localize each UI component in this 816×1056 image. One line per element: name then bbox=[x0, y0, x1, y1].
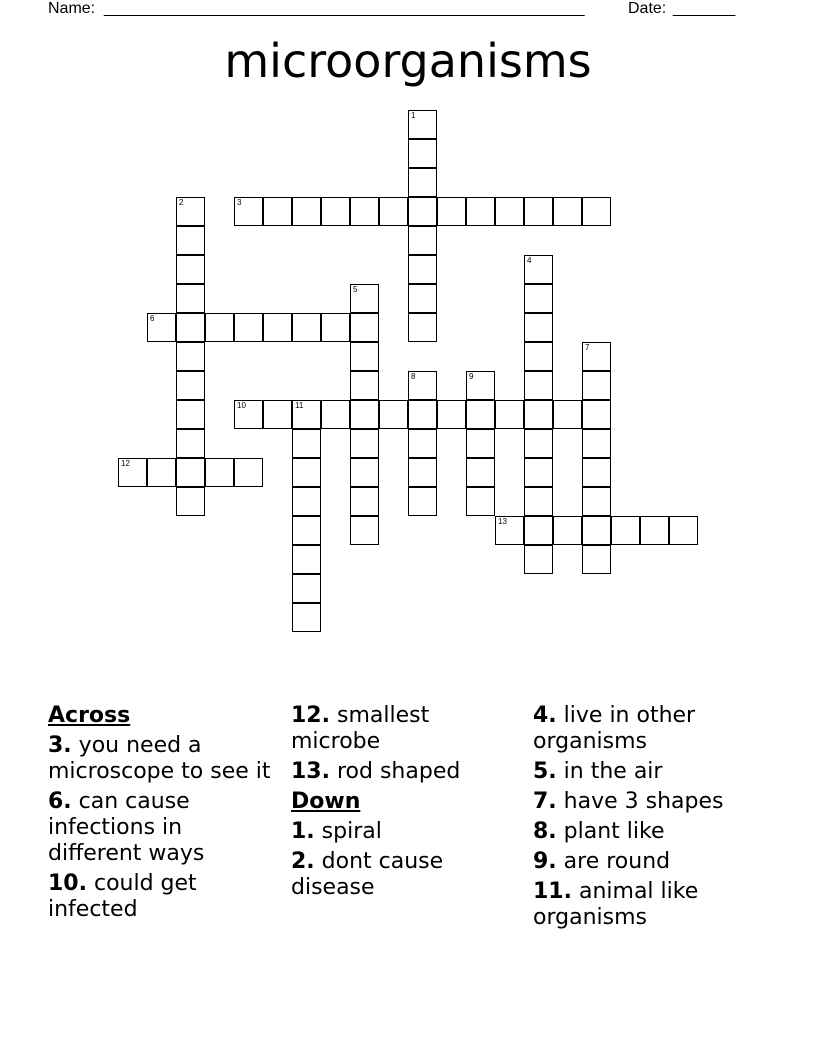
clue-text: spiral bbox=[321, 819, 382, 844]
crossword-cell[interactable] bbox=[350, 400, 379, 429]
crossword-cell[interactable] bbox=[350, 313, 379, 342]
crossword-cell[interactable] bbox=[350, 516, 379, 545]
crossword-cell[interactable] bbox=[408, 168, 437, 197]
clue-across-12 bbox=[291, 703, 523, 755]
crossword-cell[interactable] bbox=[524, 545, 553, 574]
crossword-cell[interactable] bbox=[292, 197, 321, 226]
crossword-cell[interactable] bbox=[176, 371, 205, 400]
crossword-cell[interactable] bbox=[321, 313, 350, 342]
crossword-cell[interactable] bbox=[582, 545, 611, 574]
crossword-cell[interactable] bbox=[553, 400, 582, 429]
clues-column-1 bbox=[48, 703, 280, 927]
crossword-cell[interactable] bbox=[408, 226, 437, 255]
clue-number-label: 9 bbox=[469, 372, 474, 381]
crossword-cell[interactable] bbox=[611, 516, 640, 545]
crossword-cell[interactable] bbox=[350, 458, 379, 487]
crossword-cell[interactable] bbox=[408, 458, 437, 487]
clue-number-label: 8 bbox=[411, 372, 416, 381]
clue-across-3 bbox=[48, 733, 280, 785]
clue-down-5 bbox=[533, 759, 773, 785]
crossword-cell[interactable] bbox=[466, 400, 495, 429]
clue-text: plant like bbox=[563, 819, 665, 844]
clue-number-label: 5 bbox=[353, 285, 358, 294]
crossword-cell[interactable] bbox=[292, 458, 321, 487]
clue-down-2 bbox=[291, 849, 523, 901]
clue-number: 4. bbox=[533, 703, 557, 728]
crossword-cell[interactable] bbox=[640, 516, 669, 545]
crossword-cell[interactable] bbox=[495, 400, 524, 429]
crossword-cell[interactable] bbox=[350, 371, 379, 400]
clue-text: have 3 shapes bbox=[563, 789, 724, 814]
crossword-cell[interactable] bbox=[292, 313, 321, 342]
clue-number-label: 7 bbox=[585, 343, 590, 352]
crossword-cell[interactable] bbox=[582, 371, 611, 400]
crossword-cell[interactable] bbox=[553, 197, 582, 226]
across-heading: Across bbox=[48, 703, 131, 728]
crossword-cell[interactable] bbox=[379, 400, 408, 429]
clue-down-1 bbox=[291, 819, 523, 845]
clue-across-13 bbox=[291, 759, 523, 785]
clue-text: you need a microscope to see it bbox=[48, 733, 271, 784]
crossword-cell[interactable] bbox=[582, 429, 611, 458]
crossword-cell[interactable] bbox=[234, 458, 263, 487]
crossword-cell[interactable] bbox=[466, 458, 495, 487]
crossword-cell[interactable] bbox=[176, 255, 205, 284]
crossword-cell[interactable] bbox=[524, 342, 553, 371]
crossword-cell[interactable] bbox=[118, 458, 147, 487]
clue-number-label: 13 bbox=[498, 517, 507, 526]
clue-text: animal like organisms bbox=[533, 879, 699, 930]
clue-text: can cause infections in different ways bbox=[48, 789, 205, 866]
clue-number-label: 12 bbox=[121, 459, 130, 468]
crossword-cell[interactable] bbox=[524, 458, 553, 487]
crossword-cell[interactable] bbox=[176, 400, 205, 429]
clue-down-8 bbox=[533, 819, 773, 845]
date-label: Date: bbox=[628, 0, 667, 17]
crossword-cell[interactable] bbox=[234, 313, 263, 342]
crossword-cell[interactable] bbox=[234, 197, 263, 226]
clues-column-2 bbox=[291, 703, 523, 905]
crossword-cell[interactable] bbox=[176, 284, 205, 313]
clue-number: 13. bbox=[291, 759, 330, 784]
date-field-line: _______ bbox=[673, 0, 736, 17]
crossword-cell[interactable] bbox=[176, 342, 205, 371]
crossword-cell[interactable] bbox=[147, 313, 176, 342]
crossword-cell[interactable] bbox=[176, 458, 205, 487]
clue-number-label: 2 bbox=[179, 198, 184, 207]
crossword-cell[interactable] bbox=[408, 487, 437, 516]
crossword-cell[interactable] bbox=[408, 110, 437, 139]
crossword-cell[interactable] bbox=[379, 197, 408, 226]
crossword-cell[interactable] bbox=[350, 197, 379, 226]
crossword-cell[interactable] bbox=[292, 574, 321, 603]
clue-number-label: 4 bbox=[527, 256, 532, 265]
crossword-cell[interactable] bbox=[205, 458, 234, 487]
crossword-cell[interactable] bbox=[176, 226, 205, 255]
clue-number: 3. bbox=[48, 733, 72, 758]
crossword-cell[interactable] bbox=[408, 255, 437, 284]
crossword-cell[interactable] bbox=[524, 400, 553, 429]
crossword-cell[interactable] bbox=[553, 516, 582, 545]
crossword-cell[interactable] bbox=[582, 516, 611, 545]
crossword-cell[interactable] bbox=[524, 197, 553, 226]
crossword-cell[interactable] bbox=[495, 197, 524, 226]
crossword-cell[interactable] bbox=[582, 400, 611, 429]
crossword-cell[interactable] bbox=[350, 284, 379, 313]
clue-number: 11. bbox=[533, 879, 572, 904]
clue-number: 10. bbox=[48, 871, 87, 896]
crossword-cell[interactable] bbox=[437, 400, 466, 429]
clue-number: 2. bbox=[291, 849, 315, 874]
crossword-cell[interactable] bbox=[234, 400, 263, 429]
crossword-cell[interactable] bbox=[582, 342, 611, 371]
crossword-cell[interactable] bbox=[524, 371, 553, 400]
clue-text: in the air bbox=[563, 759, 663, 784]
clue-text: could get infected bbox=[48, 871, 197, 922]
crossword-cell[interactable] bbox=[466, 429, 495, 458]
crossword-cell[interactable] bbox=[582, 458, 611, 487]
clue-number: 8. bbox=[533, 819, 557, 844]
clue-number: 6. bbox=[48, 789, 72, 814]
clue-number: 7. bbox=[533, 789, 557, 814]
crossword-cell[interactable] bbox=[466, 487, 495, 516]
crossword-cell[interactable] bbox=[263, 400, 292, 429]
clue-across-10 bbox=[48, 871, 280, 923]
clue-across-6 bbox=[48, 789, 280, 867]
crossword-cell[interactable] bbox=[292, 429, 321, 458]
crossword-cell[interactable] bbox=[263, 313, 292, 342]
clues-column-3 bbox=[533, 703, 773, 935]
clue-text: smallest microbe bbox=[291, 703, 430, 754]
crossword-cell[interactable] bbox=[408, 371, 437, 400]
clue-number-label: 3 bbox=[237, 198, 242, 207]
crossword-cell[interactable] bbox=[350, 342, 379, 371]
crossword-cell[interactable] bbox=[292, 400, 321, 429]
crossword-cell[interactable] bbox=[408, 284, 437, 313]
crossword-cell[interactable] bbox=[524, 429, 553, 458]
clue-number: 12. bbox=[291, 703, 330, 728]
clue-text: rod shaped bbox=[336, 759, 461, 784]
clue-text: dont cause disease bbox=[291, 849, 444, 900]
crossword-cell[interactable] bbox=[147, 458, 176, 487]
crossword-cell[interactable] bbox=[437, 197, 466, 226]
clue-text: are round bbox=[563, 849, 671, 874]
crossword-cell[interactable] bbox=[176, 313, 205, 342]
clue-down-9 bbox=[533, 849, 773, 875]
clue-number: 9. bbox=[533, 849, 557, 874]
crossword-cell[interactable] bbox=[292, 516, 321, 545]
clue-down-7 bbox=[533, 789, 773, 815]
crossword-cell[interactable] bbox=[408, 139, 437, 168]
down-heading: Down bbox=[291, 789, 361, 814]
clue-down-11 bbox=[533, 879, 773, 931]
clue-number: 5. bbox=[533, 759, 557, 784]
crossword-cell[interactable] bbox=[669, 516, 698, 545]
crossword-cell[interactable] bbox=[205, 313, 234, 342]
crossword-cell[interactable] bbox=[292, 603, 321, 632]
crossword-cell[interactable] bbox=[524, 255, 553, 284]
crossword-cell[interactable] bbox=[350, 487, 379, 516]
crossword-cell[interactable] bbox=[466, 197, 495, 226]
clue-number: 1. bbox=[291, 819, 315, 844]
crossword-cell[interactable] bbox=[524, 284, 553, 313]
crossword-cell[interactable] bbox=[292, 487, 321, 516]
crossword-cell[interactable] bbox=[582, 197, 611, 226]
crossword-cell[interactable] bbox=[495, 516, 524, 545]
crossword-cell[interactable] bbox=[408, 400, 437, 429]
clue-number-label: 6 bbox=[150, 314, 155, 323]
crossword-cell[interactable] bbox=[524, 487, 553, 516]
crossword-cell[interactable] bbox=[524, 516, 553, 545]
crossword-cell[interactable] bbox=[408, 313, 437, 342]
crossword-cell[interactable] bbox=[350, 429, 379, 458]
crossword-cell[interactable] bbox=[176, 197, 205, 226]
clue-number-label: 1 bbox=[411, 111, 416, 120]
name-label: Name: bbox=[48, 0, 96, 17]
crossword-cell[interactable] bbox=[466, 371, 495, 400]
crossword-cell[interactable] bbox=[582, 487, 611, 516]
clue-down-4 bbox=[533, 703, 773, 755]
name-field-line: ______________________________________________________ bbox=[104, 0, 585, 17]
crossword-cell[interactable] bbox=[321, 400, 350, 429]
clue-number-label: 10 bbox=[237, 401, 246, 410]
clue-text: live in other organisms bbox=[533, 703, 696, 754]
crossword-cell[interactable] bbox=[321, 197, 350, 226]
crossword-cell[interactable] bbox=[408, 197, 437, 226]
crossword-cell[interactable] bbox=[524, 313, 553, 342]
crossword-cell[interactable] bbox=[176, 429, 205, 458]
clue-number-label: 11 bbox=[295, 401, 304, 410]
crossword-cell[interactable] bbox=[263, 197, 292, 226]
crossword-cell[interactable] bbox=[292, 545, 321, 574]
crossword-cell[interactable] bbox=[408, 429, 437, 458]
crossword-cell[interactable] bbox=[176, 487, 205, 516]
puzzle-title: microorganisms bbox=[224, 34, 592, 88]
